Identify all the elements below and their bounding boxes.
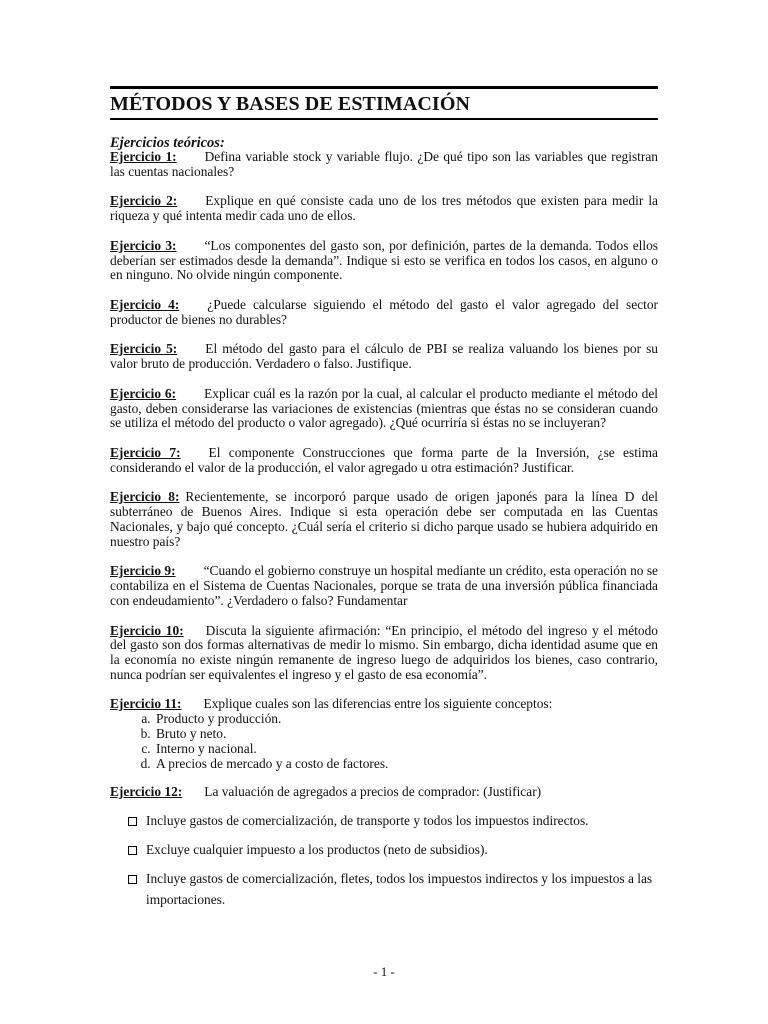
exercise-label: Ejercicio 4: xyxy=(110,296,180,312)
exercise-text: El método del gasto para el cálculo de PBI se realiza valuando los bienes por su valor bruto de producción. Verdadero o falso. Justifique. xyxy=(110,341,658,372)
exercise-label: Ejercicio 10: xyxy=(110,622,184,638)
option-text: Incluye gastos de comercialización, fletes, todos los impuestos indirectos y los impuestos a las importaciones. xyxy=(146,871,653,908)
section-heading: Ejercicios teóricos: xyxy=(110,135,225,151)
exercise-5 xyxy=(110,342,658,372)
exercise-text: Defina variable stock y variable flujo. ¿De qué tipo son las variables que registran las cuentas nacionales? xyxy=(110,149,659,179)
exercise-8 xyxy=(110,490,658,549)
exercise-label: Ejercicio 7: xyxy=(110,444,181,460)
option-item xyxy=(110,868,658,910)
exercise-11 xyxy=(110,697,658,712)
title-rule-bottom xyxy=(110,118,658,120)
exercise-label: Ejercicio 5: xyxy=(110,341,178,357)
exercise-label: Ejercicio 1: xyxy=(110,149,177,164)
exercise-text: Recientemente, se incorporó parque usado de origen japonés para la línea D del subterráneo de Buenos Aires. Indique si esta operación debe ser computada en las Cuentas Nacionales, y bajo qué concepto. ¿Cuál sería el criterio si dicho parque usado se hubiera adquirido en nuestro país? xyxy=(110,489,658,549)
exercise-1 xyxy=(110,150,658,180)
list-item: d. A precios de mercado y a costo de factores. xyxy=(154,757,658,772)
option-text: Incluye gastos de comercialización, de transporte y todos los impuestos indirectos. xyxy=(146,813,589,829)
exercise-3 xyxy=(110,239,658,283)
exercise-10 xyxy=(110,624,658,683)
exercise-11-list xyxy=(110,712,658,771)
exercise-7 xyxy=(110,446,658,476)
list-item: b. Bruto y neto. xyxy=(154,727,658,742)
exercise-text: El componente Construcciones que forma parte de la Inversión, ¿se estima considerando el valor de la producción, el valor agregado u otra estimación? Justificar. xyxy=(110,444,659,475)
exercise-text: “Los componentes del gasto son, por definición, partes de la demanda. Todos ellos deberían ser estimados desde la demanda”. Indique si esto se verifica en todos los casos, en alguno o en ninguno. No olvide ningún componente. xyxy=(110,237,658,283)
exercise-label: Ejercicio 8: xyxy=(110,489,180,505)
option-item xyxy=(110,810,658,831)
exercise-label: Ejercicio 3: xyxy=(110,237,177,253)
exercise-text: Explique en qué consiste cada uno de los tres métodos que existen para medir la riqueza y qué intenta medir cada uno de ellos. xyxy=(110,193,658,224)
exercise-6 xyxy=(110,387,658,431)
exercise-text: ¿Puede calcularse siguiendo el método del gasto el valor agregado del sector productor de bienes no durables? xyxy=(110,296,659,327)
list-item: a. Producto y producción. xyxy=(154,712,658,727)
exercise-4 xyxy=(110,298,658,328)
option-item xyxy=(110,839,658,860)
exercise-label: Ejercicio 11: xyxy=(110,696,182,712)
exercise-text: La valuación de agregados a precios de comprador: (Justificar) xyxy=(204,784,542,800)
exercise-9 xyxy=(110,564,658,608)
exercise-12-options xyxy=(110,810,658,910)
exercise-label: Ejercicio 6: xyxy=(110,385,177,401)
exercise-label: Ejercicio 12: xyxy=(110,784,183,800)
exercise-text: Explique cuales son las diferencias entre los siguiente conceptos: xyxy=(203,696,553,712)
exercise-2 xyxy=(110,194,658,224)
exercise-text: Explicar cuál es la razón por la cual, al calcular el producto mediante el método del gasto, deben considerarse las variaciones de existencias (mientras que éstas no se consideran cuando se utiliza el método del producto o valor agregado). ¿Qué ocurriría si éstas no se incluyeran? xyxy=(110,385,658,431)
option-text: Excluye cualquier impuesto a los productos (neto de subsidios). xyxy=(146,842,488,858)
checkbox-square-icon[interactable] xyxy=(128,817,137,826)
exercise-text: Discuta la siguiente afirmación: “En principio, el método del ingreso y el método del gasto son dos formas alternativas de medir lo mismo. Sin embargo, dicha identidad asume que en la economía no existe ningún remanente de ingreso luego de adquiridos los bienes, caso contrario, nunca podrían ser equivalentes el ingreso y el gasto de esa economía”. xyxy=(110,622,658,682)
list-item: c. Interno y nacional. xyxy=(154,742,658,757)
exercise-label: Ejercicio 9: xyxy=(110,563,176,579)
checkbox-square-icon[interactable] xyxy=(128,875,137,884)
page-title: MÉTODOS Y BASES DE ESTIMACIÓN xyxy=(110,93,471,115)
page-number: - 1 - xyxy=(373,964,395,979)
checkbox-square-icon[interactable] xyxy=(128,846,137,855)
exercise-12 xyxy=(110,785,658,800)
title-rule-top xyxy=(110,86,658,89)
document-page xyxy=(110,86,658,918)
exercise-label: Ejercicio 2: xyxy=(110,193,178,209)
exercise-text: “Cuando el gobierno construye un hospital mediante un crédito, esta operación no se contabiliza en el Sistema de Cuentas Nacionales, porque se trata de una inversión pública financiada con endeudamiento”. ¿Verdadero o falso? Fundamentar xyxy=(110,563,658,608)
